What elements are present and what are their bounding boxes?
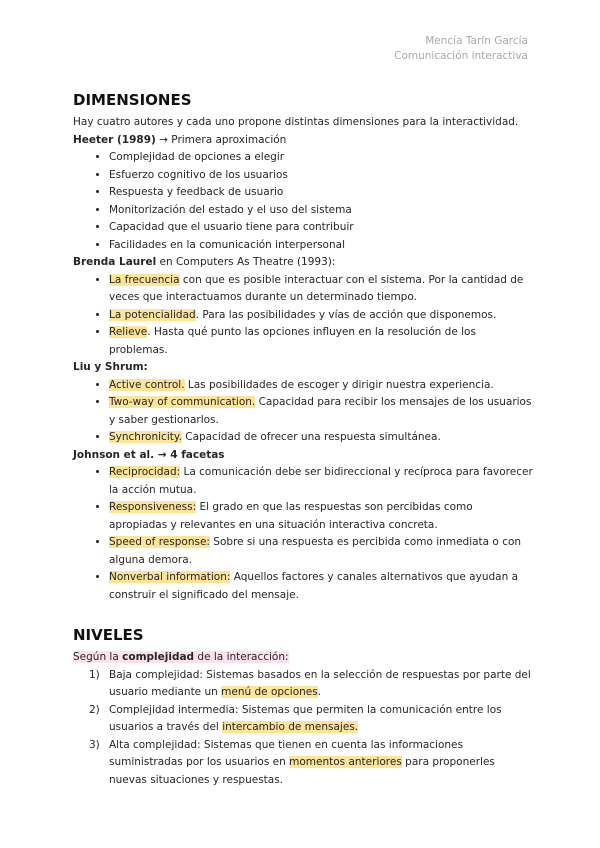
page-header (394, 34, 528, 64)
highlight-term: Reciprocidad: (109, 466, 181, 478)
highlight-term: Nonverbal information: (109, 571, 231, 583)
list-item (109, 464, 533, 499)
highlight-term: menú de opciones (221, 686, 318, 698)
subheading-post: de la interacción: (194, 651, 289, 663)
item-text: Aquellos factores y canales alternativos que ayudan a construir el significado del mensaje. (109, 571, 519, 601)
list-item (109, 394, 533, 429)
heeter-rest: → Primera aproximación (155, 133, 287, 146)
item-text: Baja complejidad: Sistemas basados en la selección de respuestas por parte del usuario mediante un (109, 668, 531, 698)
johnson-heading: Johnson et al. → 4 facetas (73, 448, 225, 461)
item-number: 3) (89, 738, 100, 751)
item-text-end: . (317, 686, 322, 698)
laurel-rest: en Computers As Theatre (1993): (156, 256, 336, 268)
liu-list (73, 377, 533, 447)
heeter-heading (73, 132, 533, 150)
intro-paragraph: Hay cuatro autores y cada uno propone distintas dimensiones para la interactividad. (73, 116, 519, 128)
list-item (89, 702, 533, 737)
header-subject: Comunicación interactiva (394, 50, 528, 62)
item-text: . Para las posibilidades y vías de acción que disponemos. (195, 308, 497, 321)
laurel-name: Brenda Laurel (73, 256, 157, 268)
list-item (89, 667, 533, 702)
list-item: • Capacidad que el usuario tiene para contribuir (109, 219, 533, 237)
highlight-term: intercambio de mensajes. (222, 721, 359, 733)
highlight-term: Speed of response: (109, 536, 210, 548)
heeter-list (73, 149, 533, 254)
list-item (109, 534, 533, 569)
list-item (109, 377, 533, 395)
list-item: • Facilidades en la comunicación interpersonal (109, 237, 533, 255)
list-item: • Esfuerzo cognitivo de los usuarios (109, 167, 533, 185)
list-item (109, 307, 533, 325)
list-item (109, 272, 533, 307)
highlight-term: Responsiveness: (109, 501, 197, 513)
section-title-niveles: NIVELES (73, 626, 144, 644)
item-number: 2) (89, 703, 100, 716)
item-text: La comunicación debe ser bidireccional y recíproca para favorecer la acción mutua. (109, 466, 533, 496)
list-item (109, 324, 533, 359)
header-author: Mencía Tarín García (425, 35, 528, 47)
subheading-bold: complejidad (122, 651, 195, 663)
item-text: Las posibilidades de escoger y dirigir nuestra experiencia. (184, 378, 494, 391)
niveles-subheading (73, 649, 533, 667)
item-number: 1) (89, 668, 100, 681)
niveles-list (73, 667, 533, 790)
highlight-term: Synchronicity. (109, 431, 182, 443)
list-item: • Complejidad de opciones a elegir (109, 149, 533, 167)
item-text: con que es posible interactuar con el sistema. Por la cantidad de veces que interactuamos durante un determinado tiempo. (109, 273, 524, 303)
item-text: Capacidad para recibir los mensajes de los usuarios y saber gestionarlos. (109, 396, 532, 426)
list-item (109, 569, 533, 604)
item-text: El grado en que las respuestas son percibidas como apropiadas y relevantes en una situación interactiva concreta. (109, 501, 473, 531)
subheading-pre: Según la (73, 651, 123, 663)
highlight-term: momentos anteriores (289, 756, 402, 768)
liu-heading: Liu y Shrum: (73, 361, 148, 373)
section-title-dimensiones: DIMENSIONES (73, 91, 192, 109)
list-item (109, 499, 533, 534)
page-content (73, 90, 533, 789)
highlight-term: Relieve (109, 326, 148, 338)
item-text-end: para proponerles nuevas situaciones y respuestas. (109, 756, 495, 786)
highlight-term: Two-way of communication. (109, 396, 256, 408)
highlight-term: La potencialidad (109, 308, 196, 321)
laurel-heading (73, 254, 533, 272)
item-text: . Hasta qué punto las opciones influyen en la resolución de los problemas. (109, 326, 476, 356)
list-item: • Respuesta y feedback de usuario (109, 184, 533, 202)
item-text: Sobre si una respuesta es percibida como inmediata o con alguna demora. (109, 536, 522, 566)
item-text: Complejidad intermedia: Sistemas que permiten la comunicación entre los usuarios a través del (109, 703, 502, 733)
list-item (89, 737, 533, 790)
list-item (109, 429, 533, 447)
item-text: Capacidad de ofrecer una respuesta simultánea. (181, 431, 441, 443)
list-item: • Monitorización del estado y el uso del sistema (109, 202, 533, 220)
highlight-term: Active control. (109, 378, 185, 391)
laurel-list (73, 272, 533, 360)
highlight-term: La frecuencia (109, 273, 180, 286)
heeter-name: Heeter (1989) (73, 133, 156, 146)
item-text: Alta complejidad: Sistemas que tienen en cuenta las informaciones suministradas por los usuarios en (109, 738, 463, 768)
johnson-list (73, 464, 533, 604)
